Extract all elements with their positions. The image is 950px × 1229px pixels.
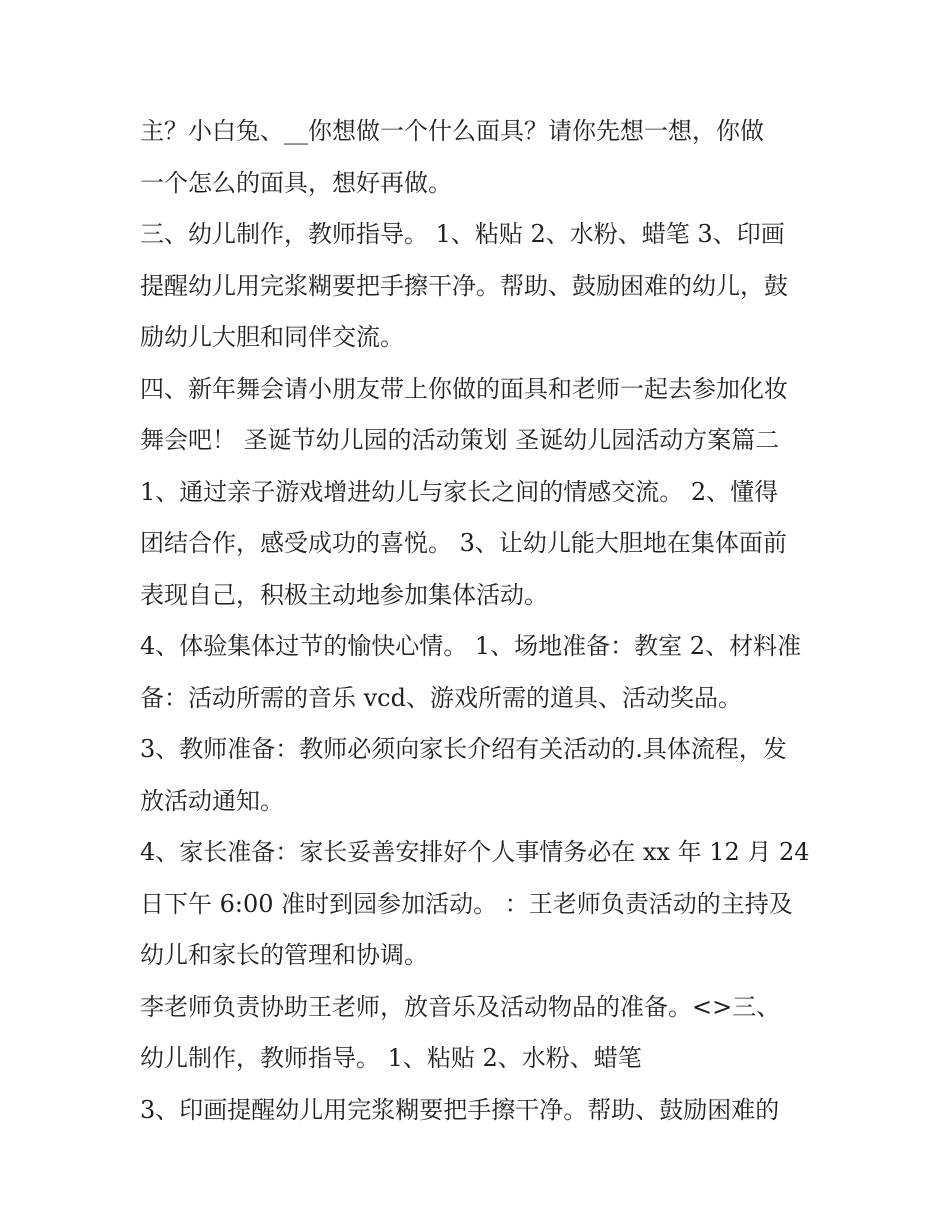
text-line: 舞会吧！ 圣诞节幼儿园的活动策划 圣诞幼儿园活动方案篇二: [140, 426, 780, 454]
text-line: 主？小白兔、__你想做一个什么面具？请你先想一想，你做: [140, 117, 764, 145]
text-line: 备：活动所需的音乐 vcd、游戏所需的道具、活动奖品。: [140, 683, 742, 712]
text-line: 4、体验集体过节的愉快心情。 1、场地准备：教室 2、材料准: [140, 632, 802, 660]
text-line: 3、印画提醒幼儿用完浆糊要把手擦干净。帮助、鼓励困难的: [140, 1095, 780, 1124]
text-line: 一个怎么的面具，想好再做。: [140, 168, 452, 197]
text-line: 三、幼儿制作，教师指导。 1、粘贴 2、水粉、蜡笔 3、印画: [140, 220, 785, 248]
text-line: 放活动通知。: [140, 786, 284, 815]
text-line: 李老师负责协助王老师，放音乐及活动物品的准备。<>三、: [140, 992, 781, 1021]
text-line: 1、通过亲子游戏增进幼儿与家长之间的情感交流。 2、懂得: [140, 477, 779, 506]
text-line: 表现自己，积极主动地参加集体活动。: [140, 580, 548, 609]
text-line: 3、教师准备：教师必须向家长介绍有关活动的.具体流程，发: [140, 735, 787, 763]
document-body: [140, 106, 830, 1136]
text-line: 4、家长准备：家长妥善安排好个人事情务必在 xx 年 12 月 24: [140, 838, 810, 866]
text-line: 幼儿制作，教师指导。 1、粘贴 2、水粉、蜡笔: [140, 1044, 642, 1072]
text-line: 团结合作，感受成功的喜悦。 3、让幼儿能大胆地在集体面前: [140, 529, 787, 557]
text-line: 幼儿和家长的管理和协调。: [140, 941, 428, 969]
text-line: 励幼儿大胆和同伴交流。: [140, 323, 404, 351]
text-line: 四、新年舞会请小朋友带上你做的面具和老师一起去参加化妆: [140, 374, 788, 403]
text-line: 日下午 6:00 准时到园参加活动。 ：王老师负责活动的主持及: [140, 889, 793, 918]
text-line: 提醒幼儿用完浆糊要把手擦干净。帮助、鼓励困难的幼儿，鼓: [140, 271, 788, 300]
